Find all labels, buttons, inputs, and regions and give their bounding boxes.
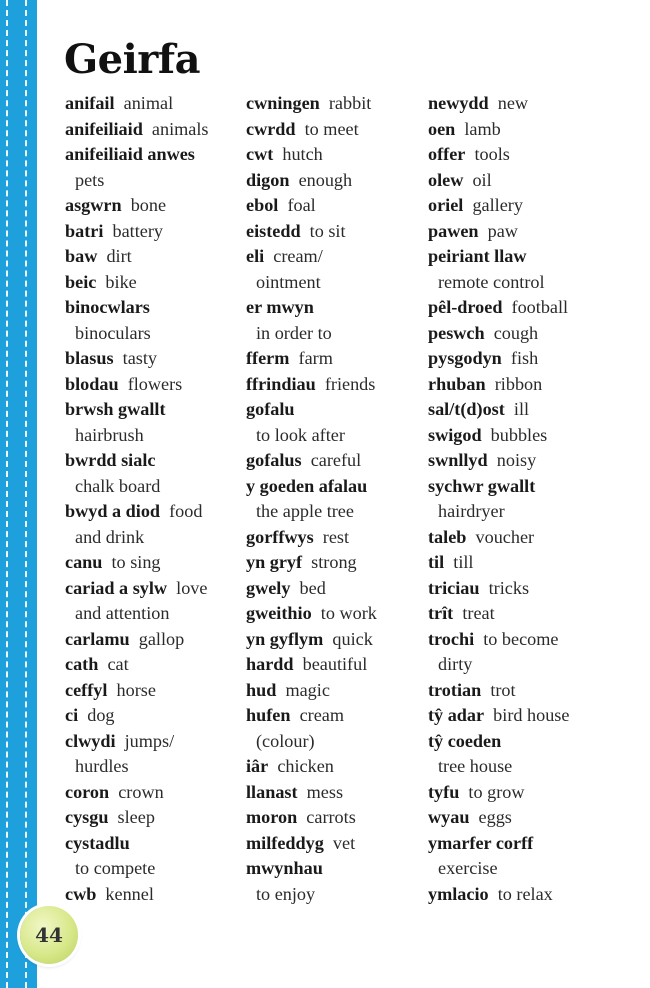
english-translation: crown [118,781,164,802]
english-translation: till [453,552,474,572]
glossary-entry [428,168,608,194]
glossary-entry [246,576,426,602]
english-translation: horse [116,679,156,700]
glossary-entry-continuation [246,270,426,296]
glossary-entry [246,678,426,704]
glossary-entry [428,703,608,729]
glossary-entry [246,91,426,117]
glossary-entry-continuation [428,754,608,780]
glossary-entry-continuation [65,856,245,882]
english-translation: enough [298,169,353,190]
welsh-word: hud [246,679,277,700]
welsh-word: cwb [65,883,97,904]
welsh-word: blasus [65,348,114,368]
glossary-entry [65,627,245,653]
welsh-word: cath [65,654,99,674]
welsh-word: canu [65,552,103,572]
glossary-entry-continuation [428,270,608,296]
glossary-entry [246,168,426,194]
english-translation: dirt [106,246,132,266]
english-translation: foal [287,195,316,215]
english-translation: to sing [111,552,161,572]
english-translation: and drink [75,526,145,547]
glossary-entry [428,142,608,168]
welsh-word: digon [246,169,290,190]
glossary-entry [428,576,608,602]
english-translation: mess [306,781,344,802]
english-translation: bed [299,577,326,598]
welsh-word: coron [65,781,110,802]
welsh-word: llanast [246,781,298,802]
english-translation: lamb [464,118,501,139]
english-translation: beautiful [302,654,368,674]
welsh-word: ci [65,705,79,725]
glossary-entry [428,678,608,704]
welsh-word: milfeddyg [246,832,324,853]
english-translation: (colour) [256,730,315,751]
english-translation: gallop [138,628,185,649]
glossary-entry [246,805,426,831]
welsh-word: tyfu [428,781,460,802]
glossary-entry [428,601,608,627]
glossary-entry [246,525,426,551]
english-translation: quick [332,628,373,649]
welsh-word: anifeiliaid anwes [65,144,195,164]
glossary-entry [246,142,426,168]
glossary-entry [65,193,245,219]
glossary-entry-continuation [65,754,245,780]
welsh-word: sal/t(d)ost [428,399,505,419]
welsh-word: eli [246,246,265,266]
english-translation: friends [324,373,376,394]
english-translation: cough [493,322,539,343]
glossary-entry-continuation [428,499,608,525]
english-translation: remote control [438,271,545,292]
welsh-word: ebol [246,195,279,215]
glossary-entry [65,372,245,398]
glossary-entry [428,780,608,806]
english-translation: gallery [472,195,523,215]
glossary-entry [246,219,426,245]
welsh-word: bwrdd sialc [65,450,156,470]
glossary-entry [65,576,245,602]
welsh-word: fferm [246,348,290,368]
welsh-word: blodau [65,373,119,394]
glossary-entry [65,91,245,117]
english-translation: oil [472,169,492,190]
glossary-entry [65,346,245,372]
welsh-word: gofalu [246,399,295,419]
glossary-entry-continuation [246,499,426,525]
english-translation: trot [490,679,516,700]
english-translation: love [176,577,208,598]
english-translation: sleep [117,807,155,827]
welsh-word: newydd [428,93,489,113]
welsh-word: ceffyl [65,679,108,700]
glossary-entry [65,805,245,831]
welsh-word: asgwrn [65,195,122,215]
english-translation: dirty [438,654,473,674]
english-translation: treat [462,603,495,623]
glossary-entry-continuation [65,321,245,347]
welsh-word: tŷ adar [428,705,485,725]
welsh-word: beic [65,271,97,292]
welsh-word: peswch [428,322,485,343]
welsh-word: baw [65,246,98,266]
english-translation: to grow [468,781,525,802]
glossary-entry [246,193,426,219]
glossary-entry [65,499,245,525]
glossary-entry [246,117,426,143]
welsh-word: gorffwys [246,526,314,547]
glossary-entry [65,652,245,678]
glossary-entry [246,550,426,576]
glossary-entry [246,346,426,372]
english-translation: new [497,93,529,113]
welsh-word: gweithio [246,603,312,623]
welsh-word: swigod [428,424,482,445]
welsh-word: til [428,552,445,572]
glossary-entry [428,525,608,551]
english-translation: tools [474,144,510,164]
glossary-entry-continuation [246,321,426,347]
welsh-word: hufen [246,705,291,725]
glossary-entry-continuation [246,423,426,449]
glossary-entry [65,244,245,270]
english-translation: hairdryer [438,501,505,521]
english-translation: to meet [304,118,359,139]
english-translation: bike [105,271,137,292]
glossary-entry [246,295,426,321]
welsh-word: trît [428,603,454,623]
english-translation: dog [87,705,115,725]
welsh-word: cwningen [246,93,320,113]
glossary-entry [246,652,426,678]
english-translation: paw [487,220,518,241]
welsh-word: wyau [428,807,470,827]
glossary-entry-continuation [65,474,245,500]
glossary-entry [246,856,426,882]
welsh-word: oriel [428,195,464,215]
english-translation: to relax [497,883,553,904]
english-translation: eggs [478,807,512,827]
welsh-word: ymlacio [428,883,489,904]
welsh-word: oen [428,118,456,139]
glossary-entry [246,601,426,627]
english-translation: in order to [256,322,332,343]
english-translation: fish [510,348,539,368]
glossary-entry [65,882,245,908]
welsh-word: hardd [246,654,294,674]
glossary-entry [65,142,245,168]
english-translation: bone [130,195,167,215]
welsh-word: mwynhau [246,858,323,878]
welsh-word: er mwyn [246,297,314,317]
english-translation: tricks [488,577,530,598]
welsh-word: gofalus [246,450,302,470]
english-translation: noisy [496,450,537,470]
glossary-entry [428,397,608,423]
english-translation: rest [322,526,350,547]
welsh-word: clwydi [65,730,116,751]
welsh-word: cwrdd [246,118,296,139]
glossary-entry [246,244,426,270]
glossary-entry [428,448,608,474]
glossary-entry [428,729,608,755]
welsh-word: rhuban [428,373,486,394]
glossary-entry-continuation [246,882,426,908]
glossary-entry-continuation [65,525,245,551]
glossary-entry [246,372,426,398]
english-translation: strong [311,552,357,572]
page-number: 44 [35,923,63,947]
english-translation: ill [513,399,530,419]
welsh-word: binocwlars [65,297,150,317]
english-translation: food [169,501,203,521]
welsh-word: eistedd [246,220,301,241]
glossary-entry [428,805,608,831]
glossary-column-3 [428,91,608,907]
english-translation: animal [123,93,174,113]
glossary-entry-continuation [65,601,245,627]
welsh-word: tŷ coeden [428,730,502,751]
english-translation: to compete [75,858,156,878]
glossary-entry-continuation [428,652,608,678]
english-translation: animals [151,118,209,139]
welsh-word: pawen [428,220,479,241]
welsh-word: ffrindiau [246,373,316,394]
glossary-entry [246,703,426,729]
english-translation: cream/ [273,246,323,266]
english-translation: chalk board [75,475,161,496]
glossary-entry-continuation [65,168,245,194]
welsh-word: batri [65,220,104,241]
english-translation: cream [299,705,344,725]
english-translation: flowers [127,373,183,394]
welsh-word: yn gyflym [246,628,324,649]
welsh-word: bwyd a diod [65,501,161,521]
glossary-entry [65,678,245,704]
english-translation: tree house [438,756,513,776]
welsh-word: moron [246,807,298,827]
glossary-entry [428,372,608,398]
welsh-word: yn gryf [246,552,303,572]
glossary-entry [428,193,608,219]
glossary-entry [428,244,608,270]
welsh-word: cysgu [65,807,109,827]
english-translation: chicken [277,756,334,776]
english-translation: ribbon [494,373,543,394]
english-translation: pets [75,169,105,190]
english-translation: football [511,297,569,317]
page-title: Geirfa [64,36,201,83]
glossary-entry [428,295,608,321]
english-translation: the apple tree [256,501,354,521]
welsh-word: y goeden afalau [246,475,368,496]
glossary-entry [65,117,245,143]
english-translation: hairbrush [75,424,144,445]
english-translation: hurdles [75,756,129,776]
english-translation: exercise [438,858,498,878]
glossary-entry [246,474,426,500]
welsh-word: anifail [65,93,115,113]
glossary-entry-continuation [428,856,608,882]
welsh-word: peiriant llaw [428,246,527,266]
glossary-entry-continuation [65,423,245,449]
english-translation: carrots [306,807,356,827]
welsh-word: iâr [246,756,269,776]
english-translation: kennel [105,883,154,904]
glossary-entry [428,91,608,117]
welsh-word: ymarfer corff [428,832,534,853]
english-translation: to work [320,603,377,623]
glossary-entry [246,448,426,474]
glossary-entry [428,423,608,449]
page-number-badge [20,906,78,964]
glossary-entry [428,882,608,908]
glossary-entry [428,321,608,347]
english-translation: ointment [256,271,321,292]
glossary-column-2 [246,91,426,907]
welsh-word: pêl-droed [428,297,503,317]
english-translation: bird house [493,705,570,725]
english-translation: farm [298,348,333,368]
english-translation: rabbit [328,93,372,113]
glossary-entry [428,831,608,857]
glossary-entry [428,219,608,245]
welsh-word: trochi [428,628,475,649]
glossary-entry [246,780,426,806]
english-translation: voucher [475,526,535,547]
english-translation: jumps/ [124,730,175,751]
glossary-entry [428,346,608,372]
welsh-word: brwsh gwallt [65,399,166,419]
welsh-word: carlamu [65,628,130,649]
english-translation: to enjoy [256,883,316,904]
glossary-entry [428,550,608,576]
english-translation: careful [310,450,362,470]
english-translation: magic [285,679,330,700]
english-translation: cat [107,654,129,674]
english-translation: binoculars [75,322,151,343]
welsh-word: olew [428,169,464,190]
glossary-entry [65,219,245,245]
welsh-word: anifeiliaid [65,118,143,139]
glossary-entry-continuation [246,729,426,755]
glossary-column-1 [65,91,245,907]
english-translation: hutch [282,144,323,164]
english-translation: to become [483,628,559,649]
glossary-entry [246,831,426,857]
page-spine-border [0,0,37,988]
english-translation: to sit [309,220,346,241]
glossary-entry [65,729,245,755]
welsh-word: sychwr gwallt [428,475,536,496]
glossary-entry [65,780,245,806]
welsh-word: cystadlu [65,832,130,853]
spine-edge [37,0,40,988]
welsh-word: offer [428,144,466,164]
glossary-entry [246,627,426,653]
glossary-entry [428,474,608,500]
english-translation: and attention [75,603,170,623]
welsh-word: taleb [428,526,467,547]
glossary-entry [65,448,245,474]
glossary-entry [428,627,608,653]
glossary-entry [65,831,245,857]
english-translation: tasty [122,348,157,368]
english-translation: battery [112,220,163,241]
english-translation: to look after [256,424,345,445]
english-translation: bubbles [490,424,548,445]
welsh-word: swnllyd [428,450,488,470]
welsh-word: trotian [428,679,482,700]
glossary-entry [65,397,245,423]
glossary-entry [65,703,245,729]
glossary-entry [65,550,245,576]
glossary-entry [65,270,245,296]
stitch-line-left [6,0,8,988]
welsh-word: cariad a sylw [65,577,168,598]
welsh-word: cwt [246,144,274,164]
glossary-entry [65,295,245,321]
glossary-entry [246,397,426,423]
welsh-word: pysgodyn [428,348,502,368]
english-translation: vet [332,832,356,853]
stitch-line-right [25,0,27,988]
glossary-entry [246,754,426,780]
welsh-word: triciau [428,577,480,598]
glossary-entry [428,117,608,143]
welsh-word: gwely [246,577,291,598]
